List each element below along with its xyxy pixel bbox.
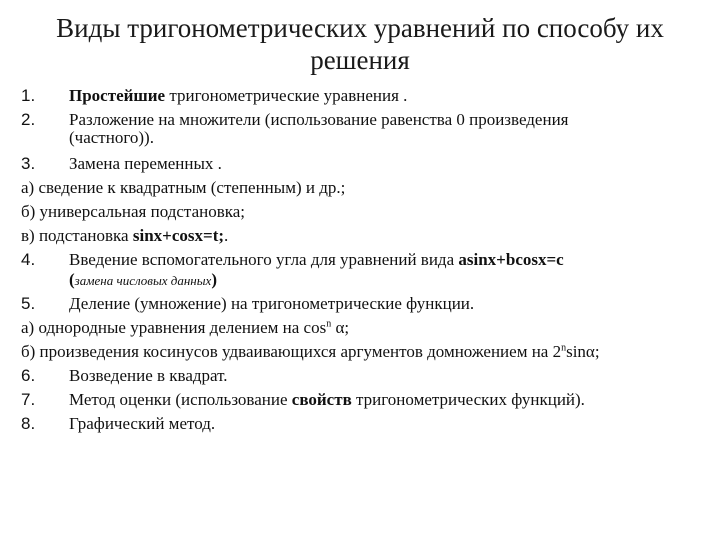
item-bold: свойств (291, 390, 352, 409)
item-number: 2. (21, 110, 36, 129)
title-line-2: решения (310, 45, 410, 75)
item-text: Замена переменных . (69, 154, 222, 173)
item-bold: Простейшие (69, 86, 166, 105)
item-text (69, 86, 407, 106)
subitem-pre: б) произведения косинусов удваивающихся аргументов домножением на 2 (21, 342, 562, 361)
subitem-post: α; (331, 318, 350, 337)
list-subitem-5a (21, 318, 349, 338)
item-formula: asinx+bcosx=c (458, 250, 564, 269)
item-number: 8. (21, 414, 36, 433)
item-number: 7. (21, 390, 36, 409)
item-pre: Метод оценки (использование (69, 390, 292, 409)
item-text: Деление (умножение) на тригонометрические функции. (69, 294, 475, 313)
item-post: тригонометрических функций). (351, 390, 585, 409)
subitem-pre: в) подстановка (21, 226, 133, 245)
subitem-pre: а) однородные уравнения делением на cos (21, 318, 327, 337)
item-note (69, 270, 217, 291)
item-number: 4. (21, 250, 36, 269)
item-text-cont: (частного)). (69, 128, 154, 147)
subitem-text: а) сведение к квадратным (степенным) и др.; (21, 178, 346, 197)
item-text: Возведение в квадрат. (69, 366, 228, 385)
subitem-post: . (224, 226, 229, 245)
note-close-paren: ) (211, 270, 217, 289)
list-subitem-3b (21, 202, 245, 222)
list-subitem-5b (21, 342, 600, 362)
subitem-sup: n (326, 318, 332, 330)
title-line-1: Виды тригонометрических уравнений по способу их (56, 13, 664, 43)
item-number: 3. (21, 154, 36, 173)
item-text: Разложение на множители (использование равенства 0 произведения (69, 110, 569, 129)
list-subitem-3a (21, 178, 345, 198)
subitem-sup: n (561, 342, 567, 354)
list-subitem-3c (21, 226, 228, 246)
item-number: 6. (21, 366, 36, 385)
item-number: 5. (21, 294, 36, 313)
slide-title (0, 12, 720, 76)
item-pre: Введение вспомогательного угла для уравнений вида (69, 250, 459, 269)
subitem-post: sinα; (566, 342, 600, 361)
item-text (69, 390, 585, 410)
note-open-paren: ( (69, 270, 75, 289)
subitem-text: б) универсальная подстановка; (21, 202, 246, 221)
item-text (69, 250, 564, 270)
item-rest: тригонометрические уравнения . (165, 86, 408, 105)
subitem-formula: sinx+cosx=t; (132, 226, 225, 245)
item-text: Графический метод. (69, 414, 216, 433)
note-text: замена числовых данных (74, 273, 212, 288)
item-number: 1. (21, 86, 36, 105)
